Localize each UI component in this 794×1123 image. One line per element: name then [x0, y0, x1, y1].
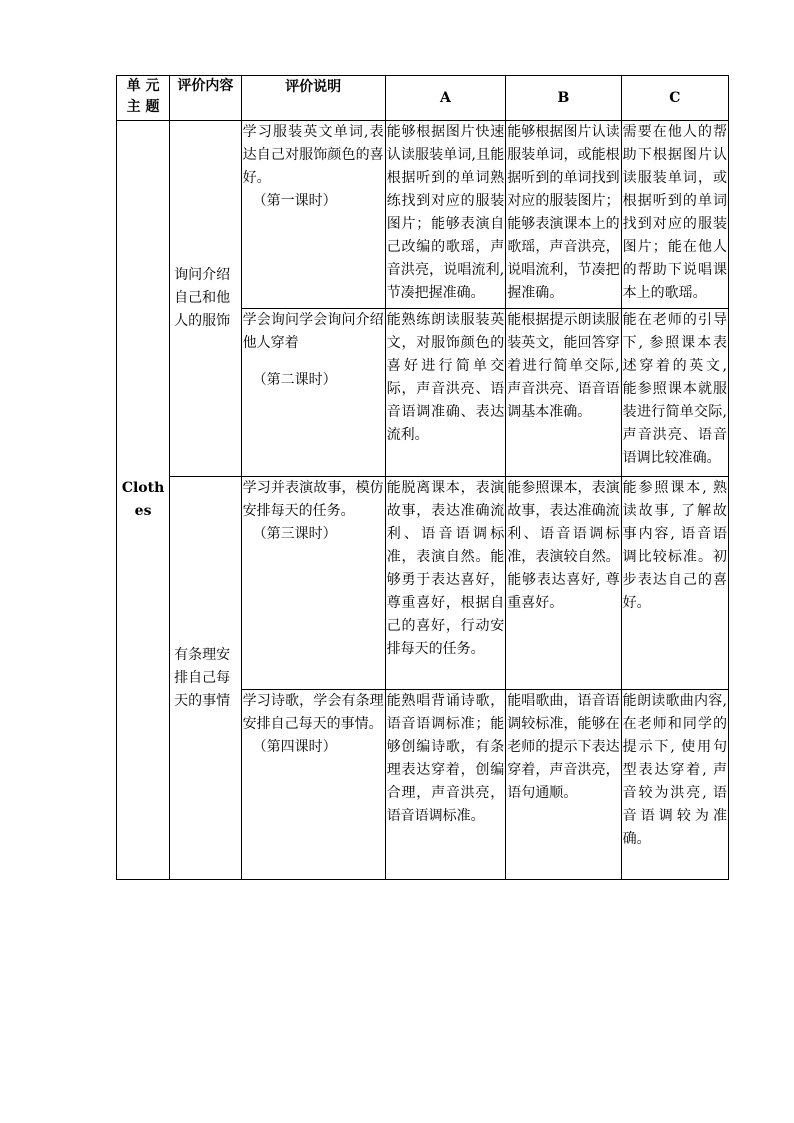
header-level-c: C	[621, 76, 728, 121]
level-b-cell: 能够根据图片认读服装单词，或能根据听到的单词找到对应的服装图片；能够表演课本上的歌瑶，声音洪亮，说唱流利，节凑把握准确。	[506, 121, 621, 309]
table-row	[117, 477, 729, 690]
level-c-cell: 能参照课本, 熟读故事, 了解故事内容, 语音语调比较标准。初步表达自己的喜好。	[621, 477, 728, 690]
evaluation-content: 有条理安排自己每天的事情	[170, 477, 242, 880]
level-c-cell: 能在老师的引导下, 参照课本表述穿着的英文, 能参照课本就服装进行简单交际, 声音洪亮、语音语调比较准确。	[621, 309, 728, 477]
header-level-b: B	[506, 76, 621, 121]
level-b-cell: 能参照课本，表演故事，表达准确流利、语音语调标准，表演较自然。能够表达喜好, 尊重喜好。	[506, 477, 621, 690]
level-b-cell: 能唱歌曲，语音语调较标准，能够在老师的提示下表达穿着，声音洪亮，语句通顺。	[506, 690, 621, 880]
level-a-cell: 能熟练朗读服装英文，对服饰颜色的喜好进行简单交际，声音洪亮、语音语调准确、表达流利。	[385, 309, 506, 477]
lesson-label: （第二课时）	[252, 372, 337, 388]
header-content: 评价内容	[170, 76, 242, 121]
description-text: 学习并表演故事，模仿安排每天的任务。	[242, 480, 384, 519]
description-text: 学习服装英文单词,表达自己对服饰颜色的喜好。	[242, 124, 384, 186]
table-row	[117, 121, 729, 309]
level-a-cell: 能够根据图片快速认读服装单词,且能根据听到的单词熟练找到对应的服装图片；能够表演自己改编的歌瑶，声音洪亮，说唱流利,节凑把握准确。	[385, 121, 506, 309]
lesson-label: （第三课时）	[252, 526, 337, 542]
description-cell	[241, 477, 385, 690]
level-a-cell: 能脱离课本，表演故事，表达准确流利、语音语调标准，表演自然。能够勇于表达喜好，尊重喜好，根据自己的喜好，行动安排每天的任务。	[385, 477, 506, 690]
description-text: 学会询问学会询问介绍他人穿着	[242, 312, 384, 351]
description-cell	[241, 121, 385, 309]
header-description: 评价说明	[241, 76, 385, 121]
level-a-cell: 能熟唱背诵诗歌，语音语调标准；能够创编诗歌，有条理表达穿着，创编合理，声音洪亮，语音语调标准。	[385, 690, 506, 880]
header-unit-theme: 单 元 主 题	[117, 76, 170, 121]
description-text: 学习诗歌，学会有条理安排自己每天的事情。	[242, 693, 384, 732]
level-b-cell: 能根据提示朗读服装英文，能回答穿着进行简单交际, 声音洪亮、语音语调基本准确。	[506, 309, 621, 477]
evaluation-content: 询问介绍自己和他人的服饰	[170, 121, 242, 477]
unit-name: Clothes	[117, 121, 170, 880]
evaluation-table	[116, 75, 729, 880]
lesson-label: （第一课时）	[252, 193, 337, 209]
level-c-cell: 能朗读歌曲内容, 在老师和同学的提示下, 使用句型表达穿着, 声音较为洪亮, 语音语调较为准确。	[621, 690, 728, 880]
header-row	[117, 76, 729, 121]
level-c-cell: 需要在他人的帮助下根据图片认读服装单词，或根据听到的单词找到对应的服装图片；能在他人的帮助下说唱课本上的歌瑶。	[621, 121, 728, 309]
description-cell	[241, 309, 385, 477]
lesson-label: （第四课时）	[252, 739, 337, 755]
header-level-a: A	[385, 76, 506, 121]
description-cell	[241, 690, 385, 880]
